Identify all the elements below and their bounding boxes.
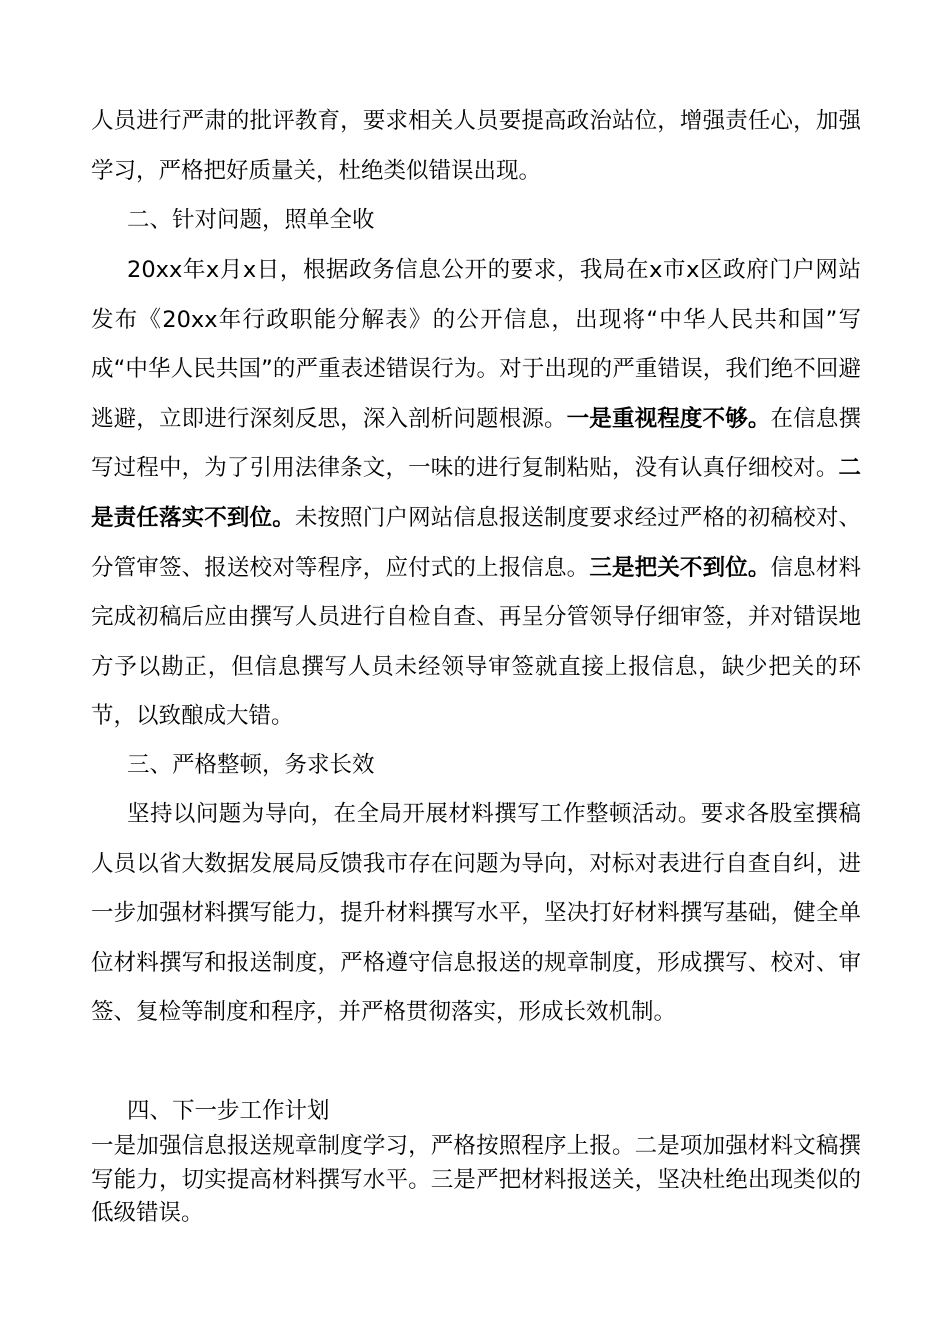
para2-text-2: 在信息撰写过程中，为了引用法律条文，一味的进行复制粘贴，没有认真仔细校对。 — [91, 405, 861, 482]
paragraph-section-4: 一是加强信息报送规章制度学习，严格按照程序上报。二是项加强材料文稿撰写能力，切实提高材料撰写水平。三是严把材料报送关，坚决杜绝出现类似的低级错误。 — [91, 1133, 861, 1226]
section-heading-4: 四、下一步工作计划 — [127, 1098, 330, 1124]
para2-text-3: 未按照门户网站信息报送制度要求经过严格的初稿校对、分管审签、报送校对等程序，应付式的上报信息。 — [91, 504, 861, 581]
paragraph-intro: 人员进行严肃的批评教育，要求相关人员要提高政治站位，增强责任心，加强学习，严格把好质量关，杜绝类似错误出现。 — [91, 108, 861, 184]
paragraph-section-3: 坚持以问题为导向，在全局开展材料撰写工作整顿活动。要求各股室撰稿人员以省大数据发展局反馈我市存在问题为导向，对标对表进行自查自纠，进一步加强材料撰写能力，提升材料撰写水平，坚决打好材料撰写基础，健全单位材料撰写和报送制度，严格遵守信息报送的规章制度，形成撰写、校对、审签、复检等制度和程序，并严格贯彻落实，形成长效机制。 — [91, 801, 861, 1026]
section-heading-2: 二、针对问题，照单全收 — [127, 207, 375, 233]
para2-bold-1: 一是重视程度不够。 — [566, 405, 771, 432]
para2-bold-3: 三是把关不到位。 — [589, 554, 771, 581]
para2-text-1: 20xx年x月x日，根据政务信息公开的要求，我局在x市x区政府门户网站发布《20xx年行政职能分解表》的公开信息，出现将“中华人民共和国”写成“中华人民共国”的严重表述错误行为。对于出现的严重错误，我们绝不回避逃避，立即进行深刻反思，深入剖析问题根源。 — [91, 257, 861, 432]
section-heading-3: 三、严格整顿，务求长效 — [127, 752, 375, 778]
para2-text-4: 信息材料完成初稿后应由撰写人员进行自检自查、再呈分管领导仔细审签，并对错误地方予以勘正，但信息撰写人员未经领导审签就直接上报信息，缺少把关的环节，以致酿成大错。 — [91, 554, 861, 730]
paragraph-section-2 — [91, 246, 861, 742]
para2-bold-2: 二是责任落实不到位。 — [91, 455, 861, 531]
